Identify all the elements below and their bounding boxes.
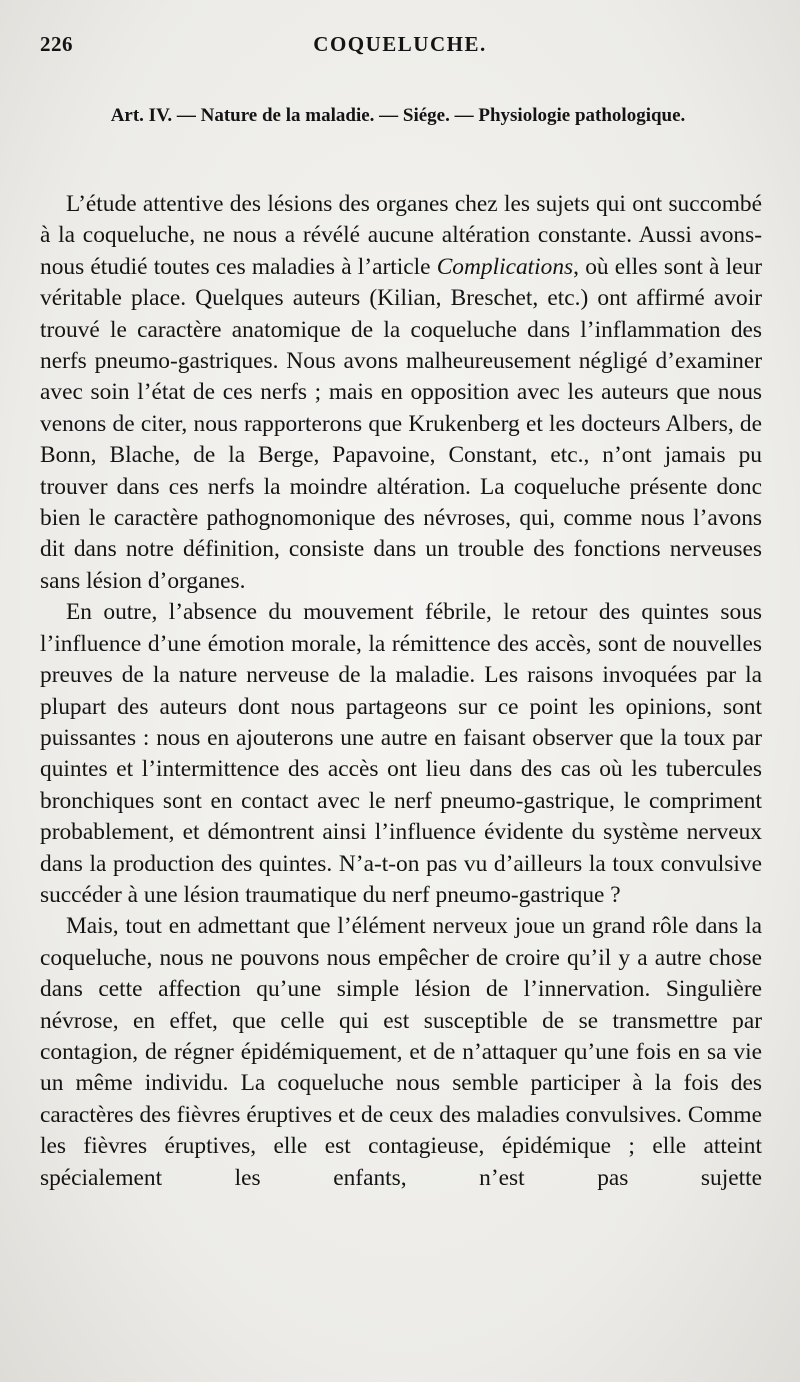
italic-term: Complications xyxy=(436,253,574,280)
paragraph-1: L’étude attentive des lésions des organes chez les sujets qui ont succombé à la coqueluche, ne nous a révélé aucune altération constante. Aussi avons-nous étudié toutes ces maladies à l’article Complications, où elles sont à leur véritable place. Quelques auteurs (Kilian, Breschet, etc.) ont affirmé avoir trouvé le caractère anatomique de la coqueluche dans l’inflammation des nerfs pneumo-gastriques. Nous avons malheureusement négligé d’examiner avec soin l’état de ces nerfs ; mais en opposition avec les auteurs que nous venons de citer, nous rapporterons que Krukenberg et les docteurs Albers, de Bonn, Blache, de la Berge, Papavoine, Constant, etc., n’ont jamais pu trouver dans ces nerfs la moindre altération. La coqueluche présente donc bien le caractère pathognomonique des névroses, qui, comme nous l’avons dit dans notre définition, consiste dans un trouble des fonctions nerveuses sans lésion d’organes. xyxy=(40,191,762,594)
section-heading: Art. IV. — Nature de la maladie. — Siége. — Physiologie pathologique. xyxy=(110,105,686,126)
running-head xyxy=(40,32,760,62)
paragraph-2: En outre, l’absence du mouvement fébrile, le retour des quintes sous l’influence d’une émotion morale, la rémittence des accès, sont de nouvelles preuves de la nature nerveuse de la maladie. Les raisons invoquées par la plupart des auteurs dont nous partageons sur ce point les opinions, sont puissantes : nous en ajouterons une autre en faisant observer que la toux par quintes et l’intermittence des accès ont lieu dans des cas où les tubercules bronchiques sont en contact avec le nerf pneumo-gastrique, le compriment probablement, et démontrent ainsi l’influence évidente du système nerveux dans la production des quintes. N’a-t-on pas vu d’ailleurs la toux convulsive succéder à une lésion traumatique du nerf pneumo-gastrique ? xyxy=(40,599,762,908)
paragraph-3: Mais, tout en admettant que l’élément nerveux joue un grand rôle dans la coqueluche, nous ne pouvons nous empêcher de croire qu’il y a autre chose dans cette affection qu’une simple lésion de l’innervation. Singulière névrose, en effet, que celle qui est susceptible de se transmettre par contagion, de régner épidémiquement, et de n’attaquer qu’une fois en sa vie un même individu. La coqueluche nous semble participer à la fois des caractères des fièvres éruptives et de ceux des maladies convulsives. Comme les fièvres éruptives, elle est contagieuse, épidémique ; elle atteint spécialement les enfants, n’est pas sujette xyxy=(40,913,762,1191)
page-bottom-margin xyxy=(0,1340,800,1382)
page-number: 226 xyxy=(40,32,73,56)
running-title: COQUELUCHE. xyxy=(313,32,487,56)
body-text xyxy=(40,189,762,1194)
